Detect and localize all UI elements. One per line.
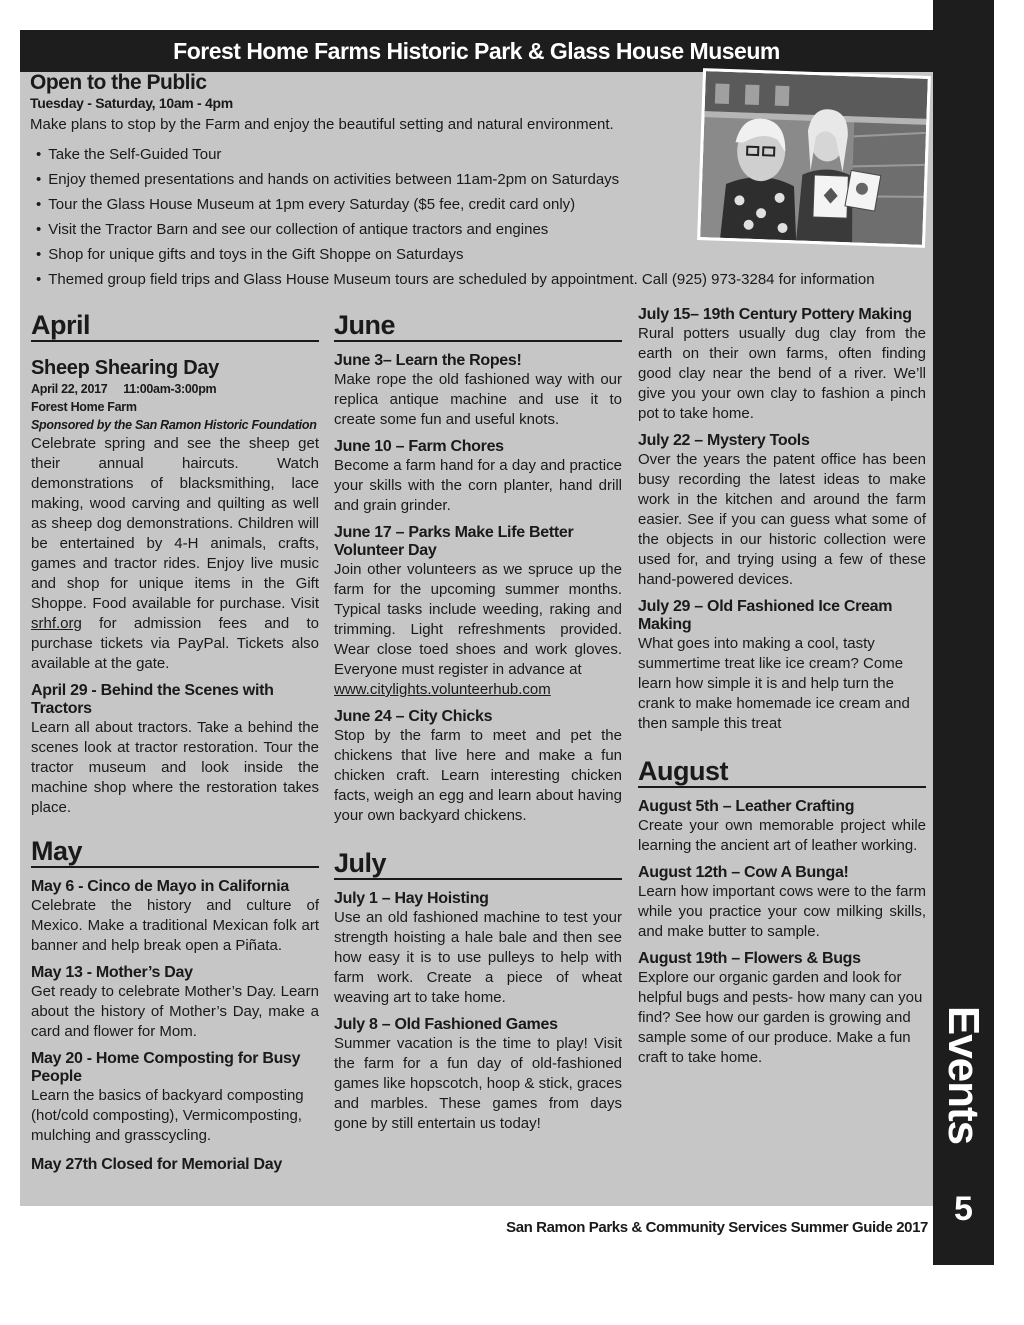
event-date: April 22, 2017 11:00am-3:00pm [31, 382, 217, 396]
event-title: July 1 – Hay Hoisting [334, 890, 489, 907]
month-heading-august: August [638, 752, 926, 788]
event-description: Create your own memorable project while learning the ancient art of leather working. [638, 817, 926, 854]
intro-text: Make plans to stop by the Farm and enjoy the beautiful setting and natural environment. [30, 116, 614, 133]
column-june-july [334, 306, 622, 1142]
page-footer: San Ramon Parks & Community Services Summer Guide 2017 [506, 1219, 928, 1236]
page-number: 5 [954, 1190, 973, 1228]
event-title: May 6 - Cinco de Mayo in California [31, 878, 289, 895]
event-description: Learn the basics of backyard composting (hot/cold composting), Vermicomposting, mulching and grasscycling. [31, 1087, 304, 1144]
event-description: Summer vacation is the time to play! Visit the farm for a fun day of old-fashioned games like hopscotch, hoop & stick, graces and marbles. These games from days gone by still entertain us today! [334, 1035, 622, 1132]
event-title: August 5th – Leather Crafting [638, 798, 855, 815]
event-title: August 12th – Cow A Bunga! [638, 864, 849, 881]
event-title: June 17 – Parks Make Life Better Volunteer Day [334, 524, 574, 559]
event-tractors [31, 682, 319, 818]
month-heading-may: May [31, 832, 319, 868]
event-title: July 15– 19th Century Pottery Making [638, 306, 912, 323]
event-title: July 29 – Old Fashioned Ice Cream Making [638, 598, 893, 633]
event-volunteer-day [334, 524, 622, 700]
intro-title: Open to the Public [30, 71, 207, 94]
event-item [638, 798, 926, 856]
page-header: Forest Home Farms Historic Park & Glass House Museum [20, 30, 933, 72]
list-item: • Enjoy themed presentations and hands on activities between 11am-2pm on Saturdays [36, 167, 930, 192]
event-description: Rural potters usually dug clay from the earth on their own farms, often finding good clay near the bend of a river. We’ll give you your own clay to fashion a pinch pot to take home. [638, 325, 926, 422]
event-description: Join other volunteers as we spruce up the farm for the upcoming summer months. Typical tasks include weeding, raking and trimming. Light refreshments provided. Wear close toed shoes and work gloves. Everyone must register in advance at [334, 561, 622, 678]
event-item [334, 352, 622, 430]
event-description: Explore our organic garden and look for helpful bugs and pests- how many can you find? See how our garden is growing and sample some of our produce. Make a fun craft to take home. [638, 969, 923, 1066]
event-item [31, 1050, 319, 1146]
event-description: Become a farm hand for a day and practice your skills with the corn planter, hand drill and grain grinder. [334, 457, 622, 514]
month-heading-april: April [31, 306, 319, 342]
event-item [31, 964, 319, 1042]
event-description: What goes into making a cool, tasty summertime treat like ice cream? Come learn how simple it is and help turn the crank to make homemade ice cream and then sample this treat [638, 635, 910, 732]
event-title: August 19th – Flowers & Bugs [638, 950, 861, 967]
month-heading-june: June [334, 306, 622, 342]
event-item [638, 306, 926, 424]
event-item [638, 598, 926, 734]
event-description: Use an old fashioned machine to test your strength hoisting a hale bale and then see how easy it is to use pulleys to help with farm work. Create a piece of wheat weaving art to take home. [334, 909, 622, 1006]
event-item [334, 1016, 622, 1134]
event-item [334, 890, 622, 1008]
event-title: July 22 – Mystery Tools [638, 432, 810, 449]
list-item: • Tour the Glass House Museum at 1pm every Saturday ($5 fee, credit card only) [36, 192, 930, 217]
closed-notice: May 27th Closed for Memorial Day [31, 1156, 282, 1173]
event-location: Forest Home Farm [31, 400, 137, 414]
srhf-link[interactable]: srhf.org [31, 615, 82, 632]
event-title: May 20 - Home Composting for Busy People [31, 1050, 301, 1085]
event-item [638, 950, 926, 1068]
intro-hours: Tuesday - Saturday, 10am - 4pm [30, 95, 233, 111]
list-item: • Shop for unique gifts and toys in the Gift Shoppe on Saturdays [36, 242, 930, 267]
event-description: Stop by the farm to meet and pet the chickens that live here and make a fun chicken craft. Learn interesting chicken facts, weigh an egg and learn about having your own backyard chickens. [334, 727, 622, 824]
volunteerhub-link[interactable]: www.citylights.volunteerhub.com [334, 681, 551, 698]
description-text: Celebrate spring and see the sheep get their annual haircuts. Watch demonstrations of blacksmithing, lace making, wood carving and quilting as well as sheep dog demonstrations. Children will be entertained by 4-H animals, crafts, games and tractor rides. Enjoy live music and shop for unique items in the Gift Shoppe. Food available for purchase. Visit [31, 435, 319, 612]
event-item [334, 708, 622, 826]
event-description: Learn all about tractors. Take a behind the scenes look at tractor restoration. Tour the tractor museum and look inside the machine shop where the restoration takes place. [31, 719, 319, 816]
event-description: Get ready to celebrate Mother’s Day. Learn about the history of Mother’s Day, make a card and flower for Mom. [31, 983, 319, 1040]
photo-girls-with-crafts [697, 68, 931, 248]
event-title: Sheep Shearing Day [31, 357, 219, 379]
event-description: Learn how important cows were to the farm while you practice your cow milking skills, and make butter to sample. [638, 883, 926, 940]
list-item: • Themed group field trips and Glass House Museum tours are scheduled by appointment. Call (925) 973-3284 for information [36, 267, 930, 292]
month-heading-july: July [334, 844, 622, 880]
list-item: • Visit the Tractor Barn and see our collection of antique tractors and engines [36, 217, 930, 242]
description-text: for admission fees and to purchase tickets via PayPal. Tickets also available at the gate. [31, 615, 319, 672]
event-item [638, 864, 926, 942]
photo-illustration [700, 71, 928, 245]
column-july-august [638, 306, 926, 1076]
section-label: Events [939, 1005, 989, 1145]
event-item [334, 438, 622, 516]
event-title: June 24 – City Chicks [334, 708, 493, 725]
event-description: Over the years the patent office has been busy recording the latest ideas to make work in the kitchen and around the farm easier. See if you can guess what some of the objects in our historic collection were used for, and trying using a few of these hand-powered devices. [638, 451, 926, 588]
event-title: June 3– Learn the Ropes! [334, 352, 522, 369]
column-april-may [31, 306, 319, 1174]
event-description: Celebrate the history and culture of Mexico. Make a traditional Mexican folk art banner and help break open a Piñata. [31, 897, 319, 954]
event-title: July 8 – Old Fashioned Games [334, 1016, 558, 1033]
event-title: April 29 - Behind the Scenes with Tractors [31, 682, 274, 717]
event-description: Make rope the old fashioned way with our replica antique machine and use it to create some fun and useful knots. [334, 371, 622, 428]
event-title: May 13 - Mother’s Day [31, 964, 193, 981]
event-description [31, 434, 319, 674]
event-title: June 10 – Farm Chores [334, 438, 504, 455]
event-item [31, 878, 319, 956]
event-sheep-shearing [31, 356, 319, 674]
event-item [638, 432, 926, 590]
section-tab [933, 1005, 994, 1145]
list-item: • Take the Self-Guided Tour [36, 142, 930, 167]
event-sponsor: Sponsored by the San Ramon Historic Foundation [31, 418, 317, 432]
